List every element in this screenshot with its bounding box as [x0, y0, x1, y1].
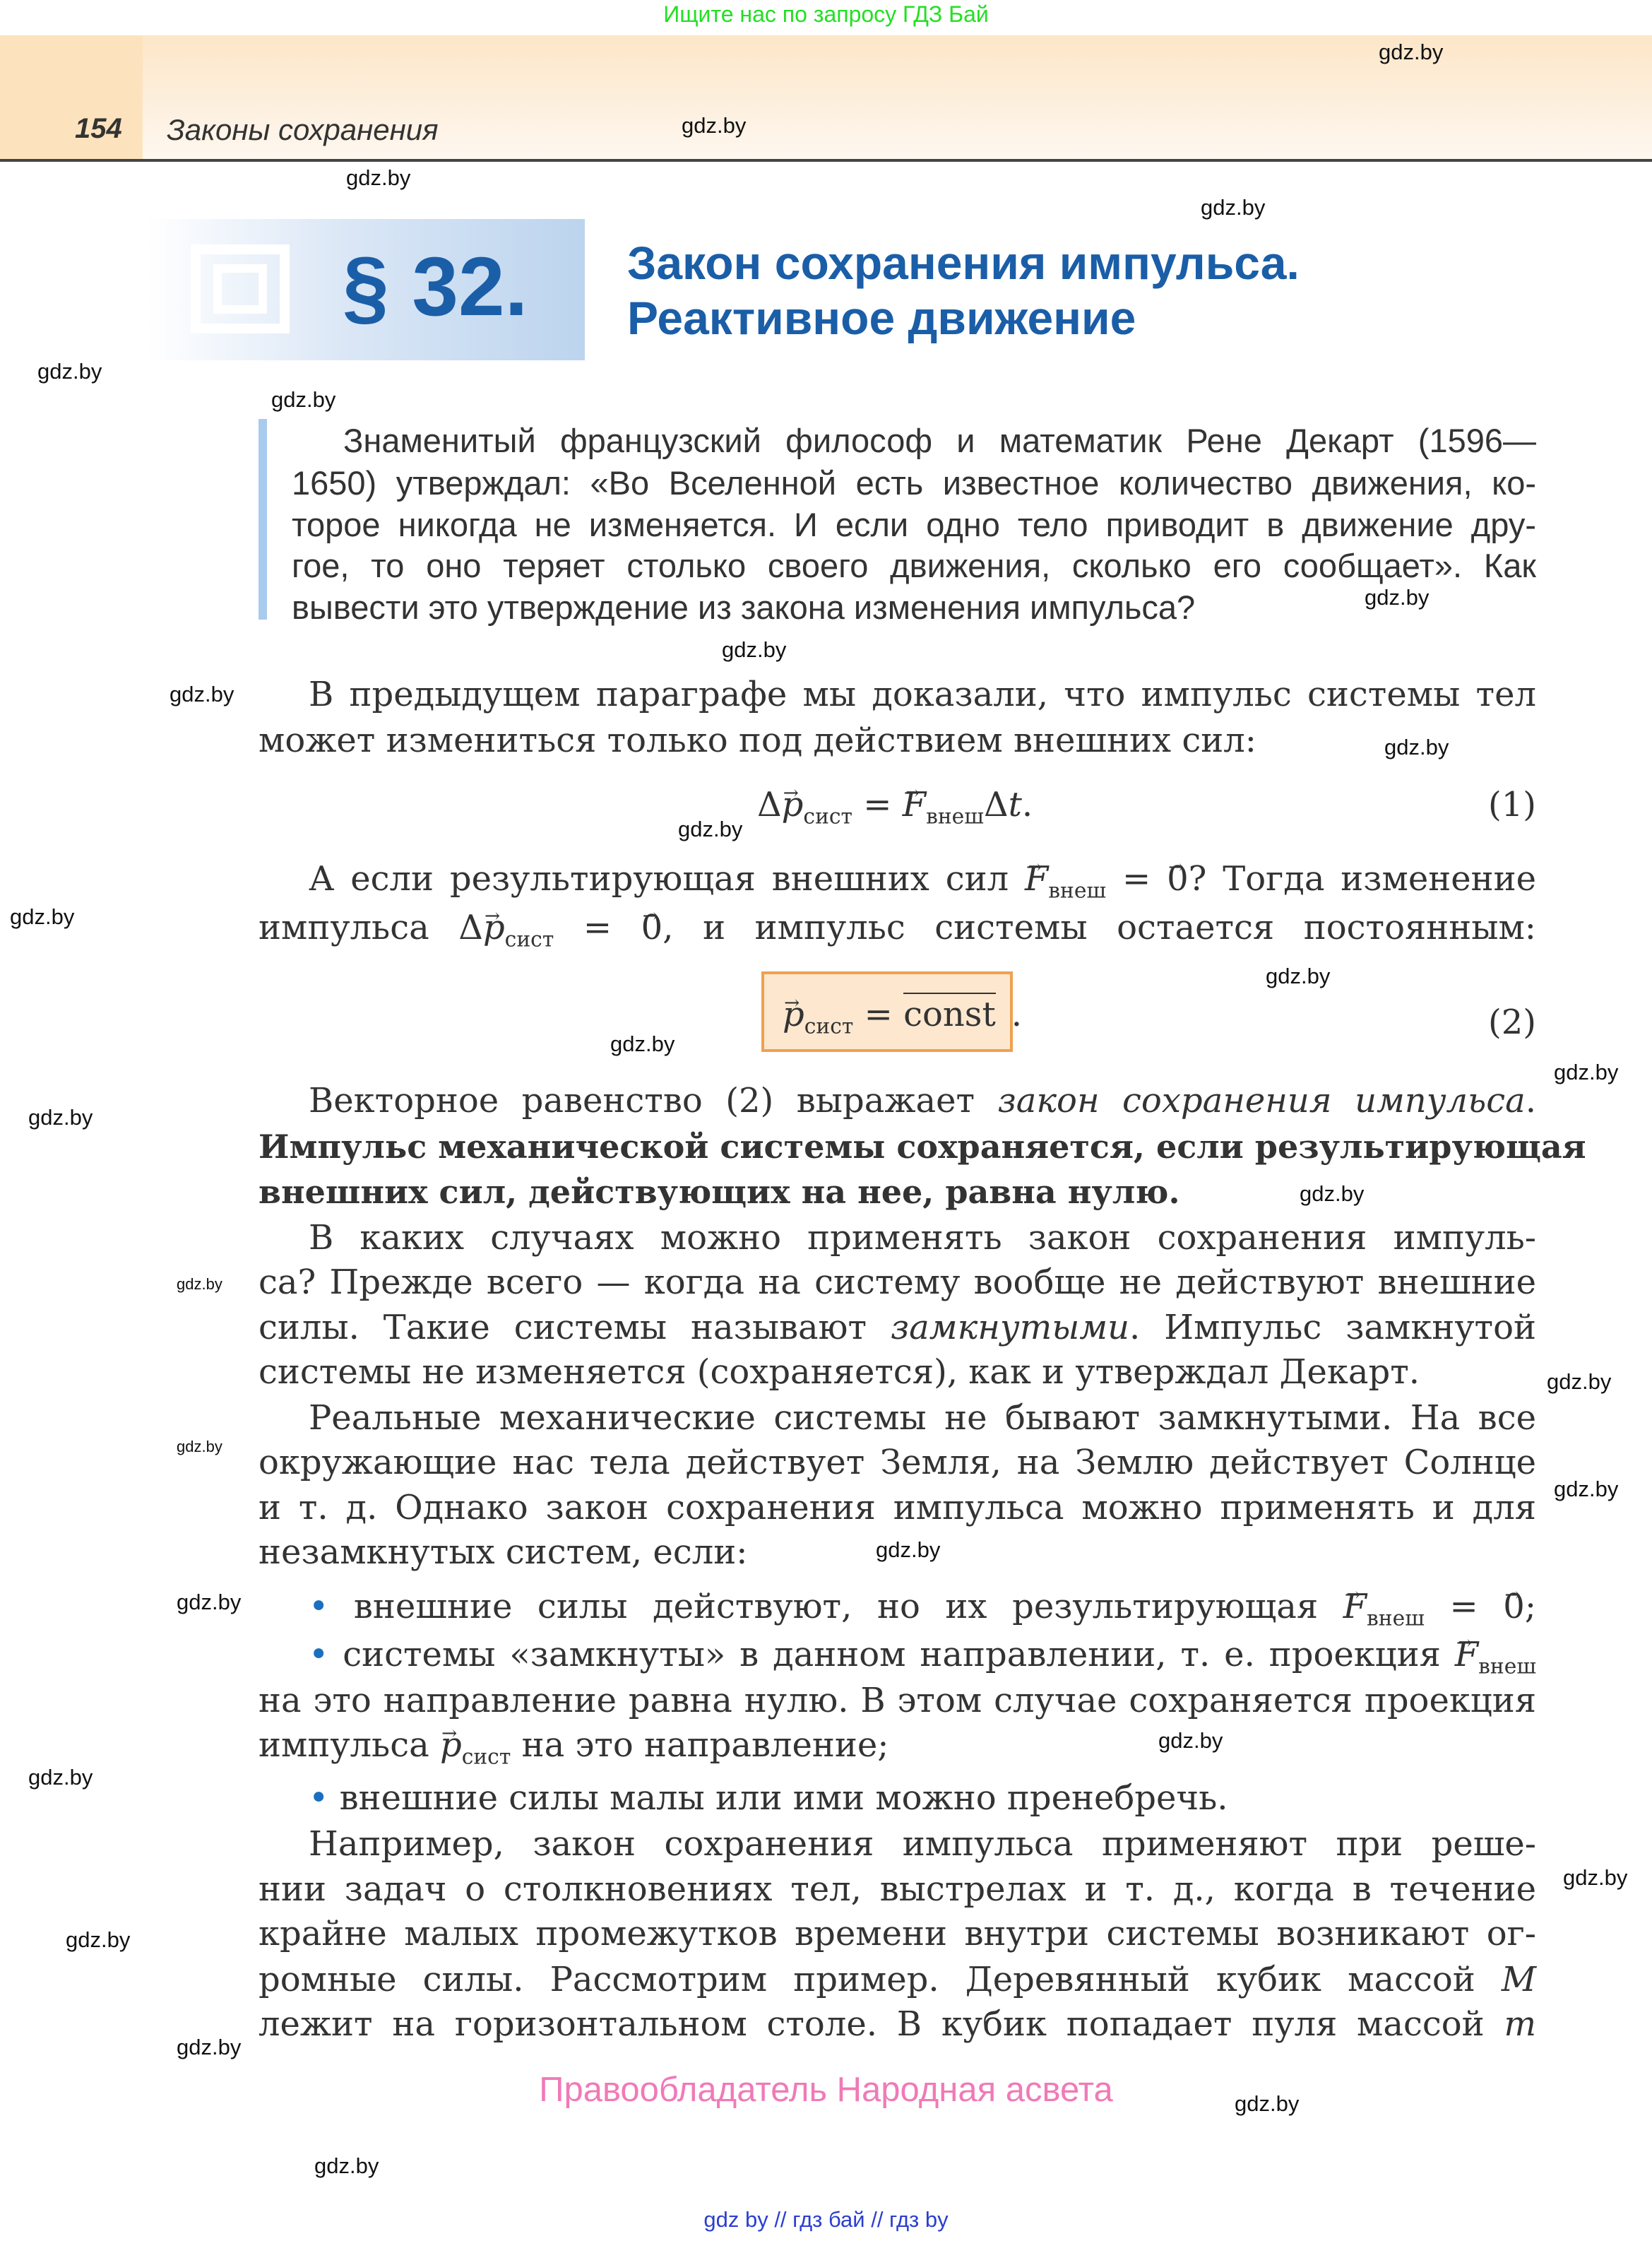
equation-number: (1) — [1488, 785, 1536, 824]
watermark: gdz.by — [37, 359, 102, 384]
watermark: gdz.by — [346, 165, 411, 190]
watermark: gdz.by — [1547, 1369, 1612, 1394]
text-line: ромные силы. Рассмотрим пример. Деревянный кубик массой M — [259, 1960, 1536, 1999]
text-line: на это направление равна нулю. В этом случае сохраняется проекция — [259, 1681, 1536, 1720]
section-number: § 32. — [343, 240, 528, 333]
watermark: gdz.by — [610, 1031, 675, 1056]
watermark: gdz.by — [1554, 1477, 1619, 1501]
text-line: крайне малых промежутков времени внутри системы возникают ог- — [259, 1914, 1536, 1953]
text-line-bold: Импульс механической системы сохраняется, если результирующая — [259, 1128, 1586, 1166]
watermark: gdz.by — [177, 1438, 222, 1455]
intro-line: вывести это утверждение из закона изменения импульса? — [292, 589, 1196, 626]
watermark: gdz.by — [1563, 1865, 1628, 1890]
nested-squares-icon — [191, 244, 290, 333]
text-line: силы. Такие системы называют замкнутыми. Импульс замкнутой — [259, 1308, 1537, 1347]
text-line: Векторное равенство (2) выражает закон сохранения импульса. — [309, 1081, 1537, 1120]
text-line: и т. д. Однако закон сохранения импульса можно применять и для — [259, 1488, 1536, 1527]
watermark: gdz.by — [271, 387, 336, 412]
watermark: gdz.by — [177, 2035, 242, 2059]
watermark: gdz.by — [682, 113, 747, 138]
text-line: лежит на горизонтальном столе. В кубик попадает пуля массой m — [259, 2004, 1536, 2044]
top-search-note: Ищите нас по запросу ГДЗ Бай — [663, 1, 989, 27]
equation-2: $p \to_{сист}$ = const . — [783, 992, 1065, 1037]
text-line: нии задач о столкновениях тел, выстрелах и т. д., когда в течение — [259, 1869, 1536, 1909]
intro-line: Знаменитый французский философ и математик Рене Декарт (1596— — [343, 422, 1536, 459]
bullet-item: • системы «замкнуты» в данном направлении, т. е. проекция $F \to_{внеш}$ — [309, 1632, 1536, 1677]
page-number: 154 — [75, 113, 122, 144]
text-line: Например, закон сохранения импульса применяют при реше- — [309, 1824, 1536, 1864]
text-line-bold: внешних сил, действующих на нее, равна нулю. — [259, 1173, 1180, 1211]
watermark: gdz.by — [876, 1537, 941, 1562]
text-line: А если результирующая внешних сил $F \to_{внеш} = 0$ →? Тогда изменение — [309, 856, 1536, 901]
watermark: gdz.by — [1235, 2091, 1300, 2116]
intro-line: 1650) утверждал: «Во Вселенной есть известное количество движения, ко- — [292, 464, 1536, 502]
watermark: gdz.by — [1266, 964, 1331, 988]
intro-line: гое, то оно теряет столько своего движения, сколько его сообщает». Как — [292, 547, 1536, 584]
watermark: gdz.by — [177, 1590, 242, 1614]
watermark: gdz.by — [1554, 1060, 1619, 1084]
watermark: gdz.by — [66, 1927, 131, 1952]
equation-1: $\Delta p \to_{сист} = F \to_{внеш}\Delta t$. — [757, 782, 1181, 827]
equation-number: (2) — [1488, 1003, 1536, 1042]
watermark: gdz.by — [170, 682, 234, 706]
header-divider — [0, 159, 1652, 162]
text-line: Реальные механические системы не бывают замкнутыми. На все — [309, 1398, 1536, 1438]
watermark: gdz.by — [1379, 40, 1444, 64]
watermark: gdz.by — [10, 904, 75, 929]
running-head: Законы сохранения — [167, 113, 439, 146]
text-line: окружающие нас тела действует Земля, на Землю действует Солнце — [259, 1443, 1536, 1482]
watermark: gdz.by — [722, 637, 787, 662]
watermark: gdz.by — [1300, 1181, 1365, 1206]
bottom-links[interactable]: gdz by // гдз бай // гдз by — [703, 2207, 949, 2232]
text-line: системы не изменяется (сохраняется), как и утверждал Декарт. — [259, 1352, 1420, 1392]
watermark: gdz.by — [1365, 585, 1430, 610]
watermark: gdz.by — [1158, 1728, 1223, 1753]
copyright-notice: Правообладатель Народная асвета — [539, 2071, 1113, 2109]
text-line: может измениться только под действием внешних сил: — [259, 721, 1256, 760]
watermark: gdz.by — [28, 1765, 93, 1790]
watermark: gdz.by — [678, 817, 743, 841]
watermark: gdz.by — [314, 2153, 379, 2178]
section-title-line2: Реактивное движение — [627, 292, 1136, 344]
text-line: са? Прежде всего — когда на систему вообще не действуют внешние — [259, 1263, 1536, 1302]
bullet-item: • внешние силы малы или ими можно пренебречь. — [309, 1778, 1228, 1818]
text-line: незамкнутых систем, если: — [259, 1532, 748, 1572]
text-line: импульса $\Delta p \to_{сист} = 0$ →, и импульс системы остается постоянным: — [259, 905, 1536, 950]
watermark: gdz.by — [28, 1105, 93, 1130]
watermark: gdz.by — [1384, 735, 1449, 759]
watermark: gdz.by — [1201, 195, 1266, 220]
intro-bar — [259, 419, 267, 620]
text-line: В предыдущем параграфе мы доказали, что импульс системы тел — [309, 675, 1536, 714]
text-line: импульса $p \to_{сист}$ на это направление; — [259, 1722, 1536, 1768]
bullet-item: • внешние силы действуют, но их результирующая $F \to_{внеш} = 0$ →; — [309, 1584, 1536, 1629]
text-line: В каких случаях можно применять закон сохранения импуль- — [309, 1218, 1536, 1258]
section-title-line1: Закон сохранения импульса. — [627, 237, 1300, 289]
watermark: gdz.by — [177, 1275, 222, 1293]
intro-line: торое никогда не изменяется. И если одно тело приводит в движение дру- — [292, 506, 1536, 543]
